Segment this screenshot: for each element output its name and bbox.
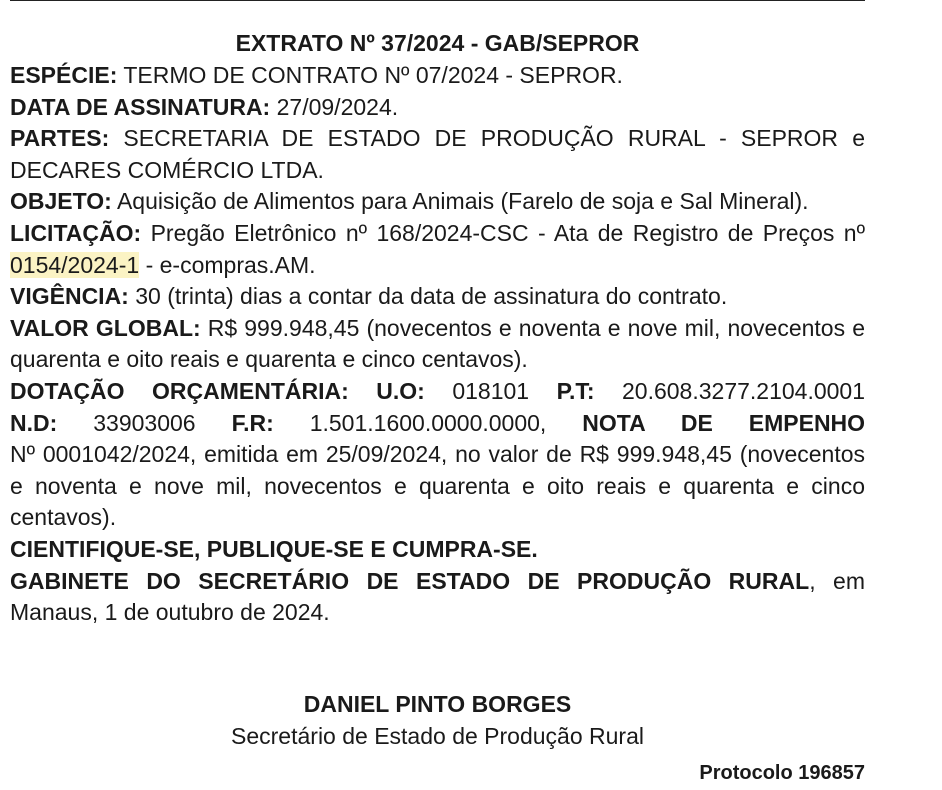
- valor-global-label: VALOR GLOBAL:: [10, 314, 201, 341]
- empenho-label: NOTA DE EMPENHO: [582, 409, 866, 436]
- vigencia-label: VIGÊNCIA:: [10, 283, 129, 310]
- top-rule: [10, 0, 865, 1]
- vigencia-field: [10, 281, 865, 313]
- uo-value: 018101: [452, 377, 530, 404]
- partes-value: SECRETARIA DE ESTADO DE PRODUÇÃO RURAL - SEPROR e DECARES COMÉRCIO LTDA.: [10, 125, 865, 183]
- nd-label: N.D:: [10, 409, 58, 436]
- dotacao-field: [10, 376, 865, 534]
- uo-label: U.O:: [376, 377, 425, 404]
- pt-value: 20.608.3277.2104.0001: [622, 377, 866, 404]
- empenho-value: Nº 0001042/2024, emitida em 25/09/2024, no valor de R$ 999.948,45 (novecentos e noventa e nove mil, novecentos e quarenta e oito reais e quarenta e cinco centavos).: [10, 441, 865, 531]
- licitacao-field: [10, 218, 865, 281]
- signatory-role: Secretário de Estado de Produção Rural: [231, 723, 644, 749]
- protocol-number: Protocolo 196857: [699, 762, 865, 784]
- especie-label: ESPÉCIE:: [10, 62, 118, 88]
- document-body: [10, 28, 865, 629]
- nd-value: 33903006: [93, 409, 196, 436]
- ata-number-highlight: 0154/2024-1: [10, 251, 140, 278]
- data-assinatura-value: 27/09/2024.: [270, 93, 399, 120]
- pt-label: P.T:: [556, 377, 595, 404]
- gabinete-label: GABINETE DO SECRETÁRIO DE ESTADO DE PRODUÇÃO RURAL: [10, 567, 810, 594]
- dotacao-label: DOTAÇÃO ORÇAMENTÁRIA:: [10, 377, 349, 404]
- partes-field: [10, 123, 865, 186]
- document-title: EXTRATO Nº 37/2024 - GAB/SEPROR: [235, 30, 640, 56]
- objeto-label: OBJETO:: [10, 188, 112, 215]
- licitacao-label: LICITAÇÃO:: [10, 219, 142, 246]
- cientifique-line: CIENTIFIQUE-SE, PUBLIQUE-SE E CUMPRA-SE.: [10, 535, 538, 562]
- valor-global-value: R$ 999.948,45 (novecentos e noventa e nove mil, novecentos e quarenta e oito reais e quarenta e cinco centavos).: [10, 314, 865, 373]
- objeto-value: Aquisição de Alimentos para Animais (Farelo de soja e Sal Mineral).: [111, 188, 809, 215]
- dotacao-line-2: [10, 408, 865, 440]
- fr-label: F.R:: [231, 409, 274, 436]
- gabinete-field: [10, 566, 865, 629]
- gabinete-value: , em Manaus, 1 de outubro de 2024.: [10, 567, 866, 626]
- fr-value: 1.501.1600.0000.0000,: [309, 409, 547, 436]
- signatory-name: DANIEL PINTO BORGES: [303, 691, 572, 717]
- valor-global-field: [10, 313, 865, 376]
- objeto-field: [10, 186, 865, 218]
- partes-label: PARTES:: [10, 125, 110, 152]
- especie-field: [10, 60, 865, 92]
- dotacao-line-1: [10, 376, 865, 408]
- vigencia-value: 30 (trinta) dias a contar da data de assinatura do contrato.: [128, 283, 728, 310]
- data-assinatura-label: DATA DE ASSINATURA:: [10, 93, 271, 120]
- data-assinatura-field: [10, 92, 865, 124]
- licitacao-value-end: - e-compras.AM.: [139, 251, 316, 278]
- licitacao-value: Pregão Eletrônico nº 168/2024-CSC - Ata de Registro de Preços nº: [141, 219, 865, 246]
- especie-value: TERMO DE CONTRATO Nº 07/2024 - SEPROR.: [117, 62, 623, 88]
